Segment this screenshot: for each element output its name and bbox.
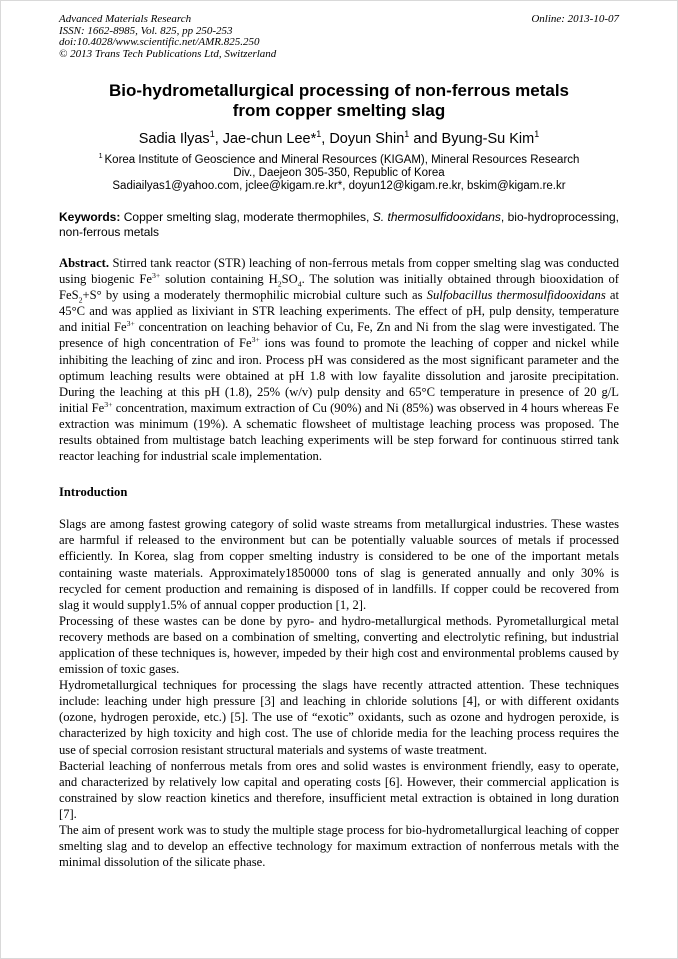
- abstract-label: Abstract.: [59, 256, 110, 271]
- online-date: Online: 2013-10-07: [531, 13, 619, 25]
- abstract-text: Stirred tank reactor (STR) leaching of non-ferrous metals from copper smelting slag was conducted using biogenic $Fe^{3+}$ solution containing $H_2SO_4$. The solution was initially obtained through biooxidation of FeS$_2$+S° by using a moderately thermophilic microbial culture such as Sulfobacillus thermosulfidooxidans at 45°C and was applied as lixiviant in STR leaching experiments. The effect of pH, pulp density, temperature and initial $Fe^{3+}$ concentration on leaching behavior of Cu, Fe, Zn and Ni from the slag were investigated. The presence of high concentration of $Fe^{3+}$ ions was found to promote the leaching of copper and nickel while inhibiting the leaching of zinc and iron. Process pH was considered as the most significant parameter and the optimum leaching results were obtained at pH 1.8 with low fayalite dissolution and jarosite precipitation. During the leaching at this pH (1.8), 25% (w/v) pulp density and 65°C temperature in presence of 20 g/L initial $Fe^{3+}$ concentration, maximum extraction of Cu (90%) and Ni (85%) was observed in 4 hours whereas Fe extraction was minimum (19%). A schematic flowsheet of multistage leaching process was proposed. The results obtained from multistage batch leaching experiments will be step forward for continuous stirred tank reactor leaching for industrial scale implementation.: [59, 256, 620, 464]
- keywords-label: Keywords:: [59, 210, 121, 225]
- keywords-block: [59, 210, 619, 240]
- abstract-block: [59, 255, 619, 464]
- copyright-line: © 2013 Trans Tech Publications Ltd, Switzerland: [59, 48, 277, 61]
- affiliation-line: $^1$ Korea Institute of Geoscience and Mineral Resources (KIGAM), Mineral Resources Research Div., Daejeon 305-350, Republic of Korea: [98, 151, 580, 180]
- author-emails: Sadiailyas1@yahoo.com, jclee@kigam.re.kr*, doyun12@kigam.re.kr, bskim@kigam.re.kr: [112, 180, 566, 193]
- publication-meta: [59, 14, 276, 61]
- authors-line: Sadia Ilyas$^1$, Jae-chun Lee*$^1$, Doyun Shin$^1$ and Byung-Su Kim$^1$: [138, 128, 540, 147]
- doi-line: doi:10.4028/www.scientific.net/AMR.825.250: [59, 36, 260, 49]
- introduction-paragraph: Processing of these wastes can be done by pyro- and hydro-metallurgical methods. Pyrometallurgical metal recovery methods are based on a combination of smelting, converting and electrolytic refining, but industrial application of these techniques is, however, impeded by their high cost and environmental problems caused by emission of toxic gases.: [59, 613, 619, 677]
- issn-line: ISSN: 1662-8985, Vol. 825, pp 250-253: [59, 24, 233, 37]
- paper-title: Bio-hydrometallurgical processing of non-ferrous metals from copper smelting slag: [108, 80, 570, 121]
- introduction-section: [59, 516, 619, 870]
- publication-header: [59, 14, 619, 61]
- introduction-paragraph: Bacterial leaching of nonferrous metals from ores and solid wastes is environment friendly, easy to operate, and characterized by relatively low capital and operating costs [6]. However, their commercial application is constrained by slow reaction kinetics and therefore, insufficient metal extraction is obtained in long duration [7].: [59, 758, 619, 821]
- introduction-heading: Introduction: [59, 485, 128, 500]
- introduction-paragraph: Hydrometallurgical techniques for processing the slags have recently attracted attention. These techniques include: leaching under high pressure [3] and leaching in chloride solutions [4], or with different oxidants (ozone, hydrogen peroxide, etc.) [5]. The use of “exotic” oxidants, such as ozone and hydrogen peroxide, is characterized by high toxicity and high cost. The use of chloride media for the leaching process requires the use of special corrosion resistant structural materials and systems of waste treatment.: [59, 678, 619, 757]
- keywords-text: Copper smelting slag, moderate thermophiles, S. thermosulfidooxidans, bio-hydroprocessing, non-ferrous metals: [59, 210, 619, 240]
- introduction-paragraph: The aim of present work was to study the multiple stage process for bio-hydrometallurgical leaching of copper smelting slag and to develop an effective technology for maximum extraction of nonferrous metals with the minimal dissolution of the silicate phase.: [59, 823, 619, 870]
- journal-name: Advanced Materials Research: [59, 13, 192, 25]
- introduction-paragraph: Slags are among fastest growing category of solid waste streams from metallurgical industries. These wastes are harmful if released to the environment but can be potentially valuable sources of metals if processed efficiently. In Korea, slag from copper smelting industry is considered to be one of the important metals containing waste materials. Approximately1850000 tons of slag is generated annually and only 30% is recycled for cement production and remaining is disposed of in landfills. If copper could be recovered from slag it would supply1.5% of annual copper production [1, 2].: [59, 517, 619, 612]
